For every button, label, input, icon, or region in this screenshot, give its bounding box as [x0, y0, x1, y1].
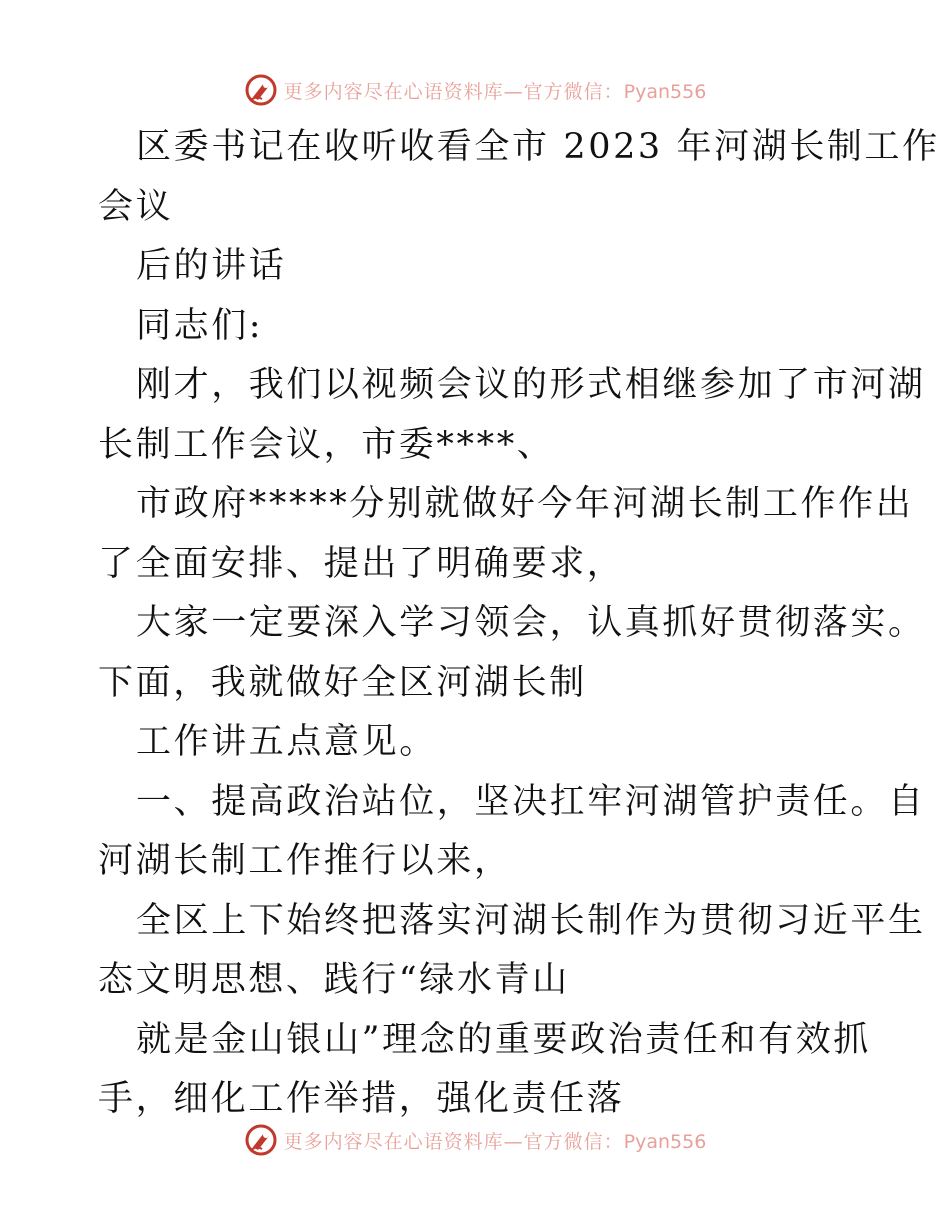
footer-watermark [0, 1120, 950, 1160]
watermark-text [284, 77, 707, 104]
pen-nib-logo-icon [244, 73, 278, 107]
title-line-3: 后的讲话 [136, 246, 287, 286]
watermark-label: 更多内容尽在心语资料库—官方微信： [283, 1130, 624, 1153]
watermark-handle: Pyan556 [623, 1130, 707, 1153]
paragraph-line: 全区上下始终把落实河湖长制作为贯彻习近平生 [136, 900, 926, 941]
watermark-text [284, 1127, 707, 1154]
section-heading-line: 一、提高政治站位，坚决扛牢河湖管护责任。自 [136, 781, 926, 822]
paragraph-line: 了全面安排、提出了明确要求， [98, 543, 625, 584]
title-line-1: 区委书记在收听收看全市 2023 年河湖长制工作 [136, 127, 940, 167]
watermark-label: 更多内容尽在心语资料库—官方微信： [283, 80, 624, 103]
paragraph-line: 就是金山银山”理念的重要政治责任和有效抓 [136, 1019, 871, 1060]
paragraph-line: 手，细化工作举措，强化责任落 [98, 1079, 625, 1119]
paragraph-line: 刚才，我们以视频会议的形式相继参加了市河湖 [136, 365, 926, 405]
salutation: 同志们: [136, 305, 264, 346]
pen-nib-logo-icon [244, 1123, 278, 1157]
paragraph-line: 市政府*****分别就做好今年河湖长制工作作出 [136, 484, 914, 524]
paragraph-line: 态文明思想、践行“绿水青山 [98, 960, 570, 1000]
paragraph-line: 长制工作会议，市委****、 [98, 424, 555, 465]
paragraph-line: 下面，我就做好全区河湖长制 [98, 662, 587, 703]
document-body [98, 118, 940, 1130]
paragraph-line: 工作讲五点意见。 [136, 722, 437, 762]
paragraph-line: 河湖长制工作推行以来， [98, 841, 512, 881]
watermark-handle: Pyan556 [623, 80, 707, 103]
paragraph-line: 大家一定要深入学习领会，认真抓好贯彻落实。 [136, 603, 926, 643]
title-line-2: 会议 [98, 186, 174, 227]
header-watermark [0, 70, 950, 110]
